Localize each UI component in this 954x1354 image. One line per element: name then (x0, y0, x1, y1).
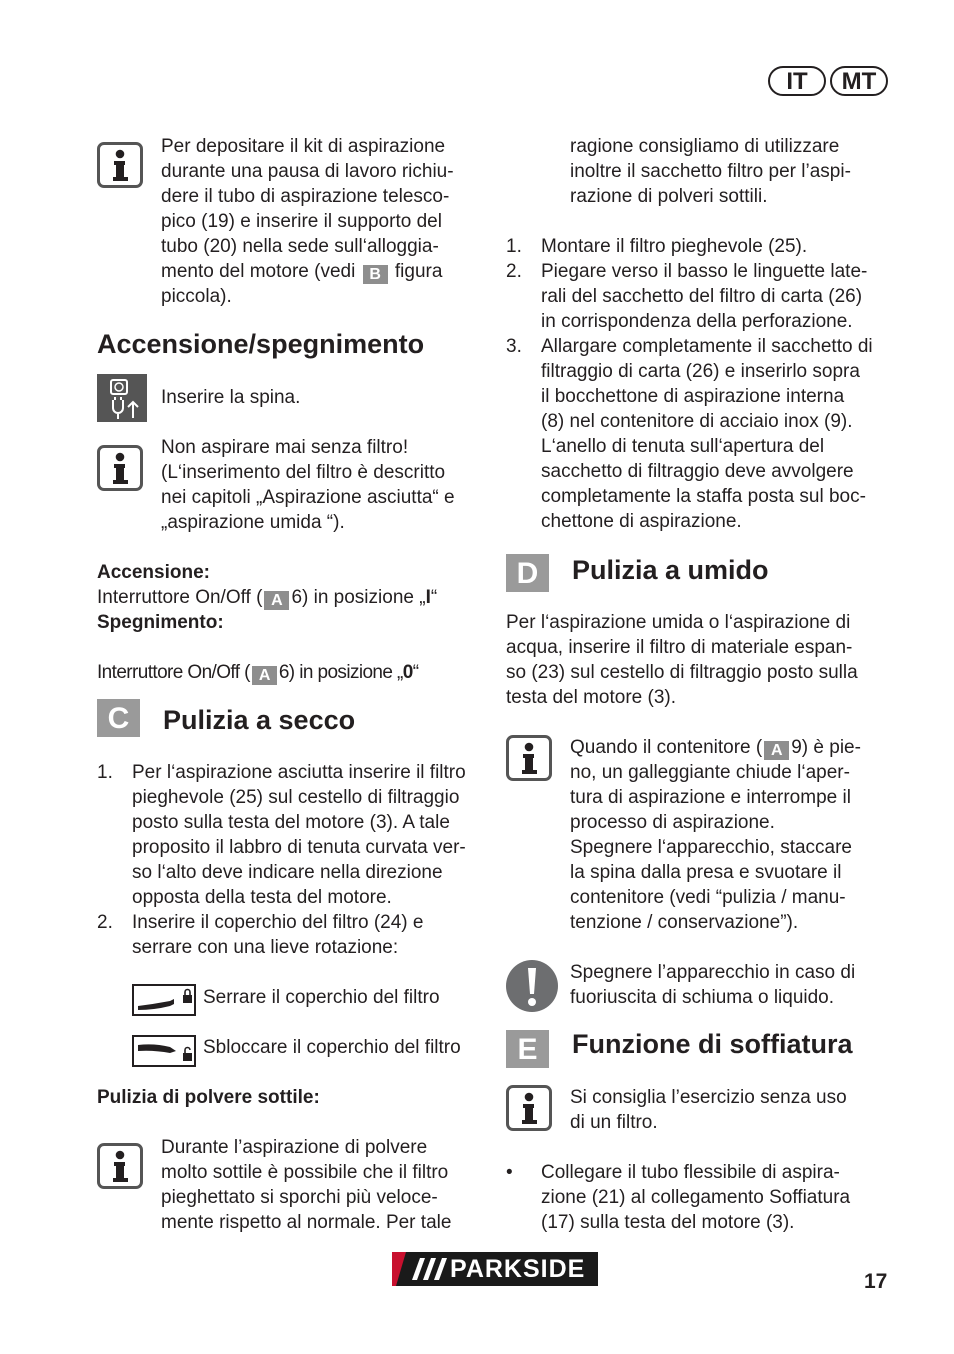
figure-badge-a: A (264, 591, 289, 610)
plug-icon (97, 374, 147, 422)
section-letter-d: D (506, 554, 549, 592)
lock-text: Serrare il coperchio del filtro (203, 987, 440, 1008)
figure-badge-a: A (764, 741, 789, 760)
info-icon (506, 735, 552, 781)
switch-instructions: Accensione: Interruttore On/Off ( A 6) in posizione „I“ Spegnimento: Interruttore On/Off ( A 6) in posizione „0“ (97, 562, 438, 684)
note-storage-text: Per depositare il kit di aspirazione durante una pausa di lavoro richiu- dere il tubo di aspirazione telesco- pico (19) e inserire il supporto del tubo (20) nella sede sull‘alloggia- mento del motore (vedi B figura piccola). (161, 136, 454, 307)
filter-bag-list (506, 234, 896, 534)
info-icon (97, 1143, 143, 1189)
fine-dust-label: Pulizia di polvere sottile: (97, 1087, 320, 1108)
warning-icon (506, 960, 558, 1012)
unlock-filter-cover-icon (132, 1035, 196, 1067)
blowing-bullet (506, 1160, 896, 1235)
page-number: 17 (864, 1270, 888, 1293)
info-icon (97, 445, 143, 491)
lang-badge-mt: MT (830, 66, 888, 96)
note-no-filter-text: Si consiglia l’esercizio senza uso di un filtro. (570, 1087, 847, 1133)
heading-on-off: Accensione/spegnimento (97, 329, 425, 359)
note-fine-dust-continued: ragione consigliamo di utilizzare inoltre il sacchetto filtro per l’aspi- razione di polveri sottili. (570, 136, 851, 207)
note-filter-text: Non aspirare mai senza filtro! (L‘inserimento del filtro è descritto nei capitoli „Aspirazione asciutta“ e „aspirazione umida “). (161, 437, 455, 533)
dry-cleaning-list (97, 760, 492, 960)
list-item: 1. Montare il filtro pieghevole (25). (506, 236, 808, 257)
list-item: 3. Allargare completamente il sacchetto di filtraggio di carta (26) e inserirlo sopra il bocchettone di aspirazione interna (8) nel contenitore di acciaio inox (9). L‘anello di tenuta sull‘apertura del sacchetto di filtraggio deve avvolgere completamente la staffa posta sul boc- chettone di aspirazione. (506, 336, 873, 532)
note-container-full-text: Quando il contenitore ( A 9) è pie- no, un galleggiante chiude l‘aper- tura di aspirazione e interrompe il processo di aspirazione. Spegnere l‘apparecchio, staccare la spina dalla presa e svuotare il contenitore (vedi “pulizia / manu- tenzione / conservazione”). (570, 737, 861, 933)
section-title-wet-cleaning: Pulizia a umido (572, 555, 769, 585)
wet-cleaning-text: Per l‘aspirazione umida o l‘aspirazione di acqua, inserire il filtro di materiale espan- so (23) sul cestello di filtraggio posto sulla testa del motore (3). (506, 612, 858, 708)
figure-badge-b: B (363, 265, 388, 284)
section-letter-e: E (506, 1030, 549, 1068)
info-icon (506, 1085, 552, 1131)
lang-badge-it: IT (768, 66, 826, 96)
brand-name: PARKSIDE (450, 1255, 586, 1283)
unlock-text: Sbloccare il coperchio del filtro (203, 1037, 461, 1058)
section-letter-c: C (97, 699, 140, 737)
warning-text: Spegnere l’apparecchio in caso di fuoriuscita di schiuma o liquido. (570, 962, 856, 1008)
list-item: • Collegare il tubo flessibile di aspira- zione (21) al collegamento Soffiatura (17) sulla testa del motore (3). (506, 1162, 851, 1233)
section-title-blowing-function: Funzione di soffiatura (572, 1029, 853, 1059)
list-item: 1. Per l‘aspirazione asciutta inserire il filtro pieghevole (25) sul cestello di filtraggio posto sulla testa del motore (3). A tale proposito il labbro di tenuta curvata ver- so l‘alto deve indicare nella direzione opposta della testa del motore. (97, 762, 466, 908)
plug-text: Inserire la spina. (161, 387, 301, 408)
info-icon (97, 142, 143, 188)
list-item: 2. Piegare verso il basso le linguette late- rali del sacchetto del filtro di carta (26) in corrispondenza della perforazione. (506, 261, 868, 332)
parkside-logo (392, 1252, 598, 1286)
figure-badge-a: A (252, 666, 277, 685)
list-item: 2. Inserire il coperchio del filtro (24) e serrare con una lieve rotazione: (97, 912, 424, 958)
section-title-dry-cleaning: Pulizia a secco (163, 705, 356, 735)
lock-filter-cover-icon (132, 984, 196, 1016)
note-fine-dust-text: Durante l’aspirazione di polvere molto sottile è possibile che il filtro pieghettato si sporchi più veloce- mente rispetto al normale. Per tale (161, 1137, 452, 1233)
